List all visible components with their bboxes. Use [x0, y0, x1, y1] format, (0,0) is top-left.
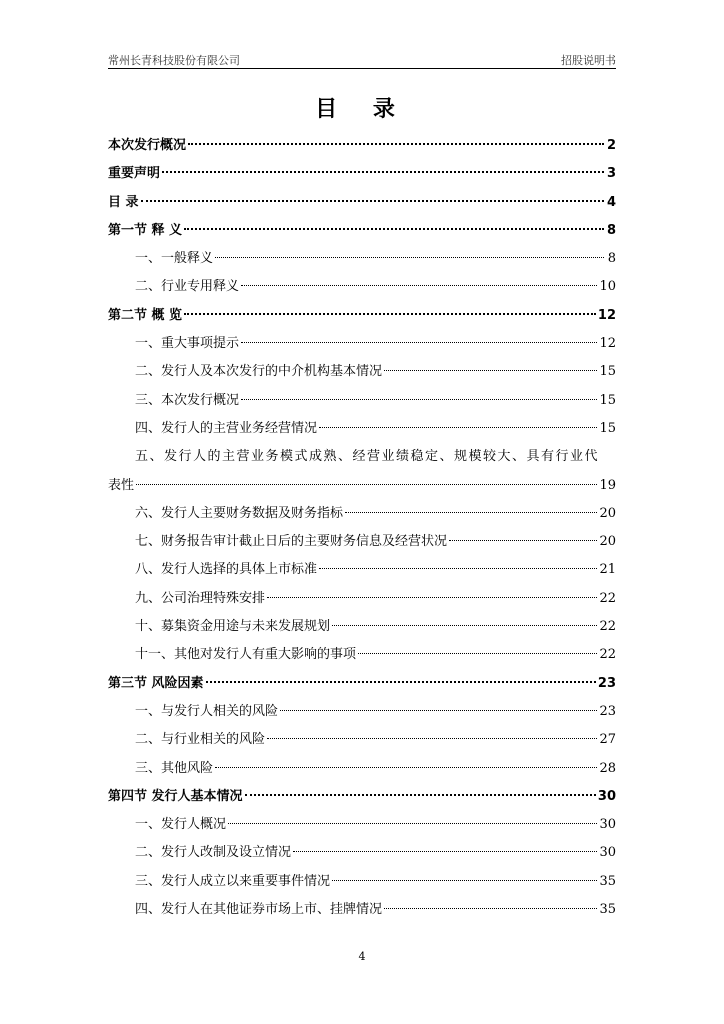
- toc-entry[interactable]: [108, 443, 616, 471]
- toc-leader-dots: [449, 540, 597, 541]
- toc-leader-dots: [245, 794, 596, 796]
- toc-entry[interactable]: [108, 245, 616, 273]
- toc-entry[interactable]: [108, 585, 616, 613]
- toc-entry-label: 十一、其他对发行人有重大影响的事项: [135, 647, 357, 663]
- toc-leader-dots: [280, 710, 597, 711]
- toc-leader-dots: [345, 512, 597, 513]
- toc-page-number: 23: [599, 703, 616, 719]
- toc-entry-label: 一、重大事项提示: [135, 336, 240, 352]
- toc-entry-label: 九、公司治理特殊安排: [135, 590, 266, 606]
- toc-page-number: 30: [597, 788, 616, 804]
- toc-leader-dots: [319, 568, 597, 569]
- toc-entry[interactable]: [108, 613, 616, 641]
- toc-page-number: 19: [599, 477, 616, 493]
- toc-entry-label: 十、募集资金用途与未来发展规划: [135, 619, 331, 635]
- toc-leader-dots: [332, 625, 597, 626]
- page-title: 目 录: [315, 97, 409, 122]
- toc-section-entry[interactable]: [108, 189, 616, 217]
- toc-entry-label: 表性: [108, 477, 135, 493]
- toc-page-number: 35: [599, 873, 616, 889]
- toc-leader-dots: [215, 767, 597, 768]
- toc-entry[interactable]: [108, 556, 616, 584]
- toc-leader-dots: [293, 851, 597, 852]
- toc-entry[interactable]: [108, 415, 616, 443]
- toc-leader-dots: [206, 681, 596, 683]
- toc-leader-dots: [215, 257, 604, 258]
- toc-entry[interactable]: [108, 811, 616, 839]
- toc-page-number: 23: [597, 675, 616, 691]
- toc-entry-label: 一、发行人概况: [135, 817, 227, 833]
- toc-page-number: 28: [599, 760, 616, 776]
- toc-leader-dots: [184, 228, 604, 230]
- toc-entry-label: 第四节 发行人基本情况: [108, 788, 243, 804]
- toc-leader-dots: [241, 285, 597, 286]
- toc-entry[interactable]: [108, 500, 616, 528]
- toc-leader-dots: [319, 427, 597, 428]
- toc-section-entry[interactable]: [108, 302, 616, 330]
- toc-entry-label: 一、与发行人相关的风险: [135, 703, 279, 719]
- toc-entry[interactable]: [108, 387, 616, 415]
- toc-leader-dots: [184, 313, 596, 315]
- toc-section-entry[interactable]: [108, 217, 616, 245]
- toc-entry[interactable]: [108, 698, 616, 726]
- toc-page-number: 12: [597, 307, 616, 323]
- toc-page-number: 2: [606, 138, 616, 153]
- toc-leader-dots: [267, 597, 597, 598]
- toc-entry-label: 六、发行人主要财务数据及财务指标: [135, 505, 344, 521]
- toc-section-entry[interactable]: [108, 132, 616, 160]
- toc-page-number: 30: [599, 817, 616, 833]
- toc-entry[interactable]: [108, 641, 616, 669]
- toc-page-number: 15: [599, 420, 616, 436]
- toc-leader-dots: [384, 908, 597, 909]
- toc-leader-dots: [162, 171, 604, 173]
- toc-entry[interactable]: [108, 472, 616, 500]
- toc-entry-label: 五、发行人的主营业务模式成熟、经营业绩稳定、规模较大、具有行业代: [135, 449, 600, 465]
- toc-section-entry[interactable]: [108, 670, 616, 698]
- toc-entry-label: 重要声明: [108, 166, 161, 182]
- toc-page-number: 22: [599, 590, 616, 606]
- toc-page-number: 15: [599, 392, 616, 408]
- toc-entry-label: 二、与行业相关的风险: [135, 732, 266, 748]
- toc-leader-dots: [141, 200, 604, 202]
- toc-leader-dots: [241, 342, 597, 343]
- toc-page-number: 35: [599, 902, 616, 918]
- toc-entry[interactable]: [108, 755, 616, 783]
- toc-page-number: 4: [606, 194, 616, 210]
- toc-leader-dots: [332, 880, 597, 881]
- toc-entry-label: 七、财务报告审计截止日后的主要财务信息及经营状况: [135, 534, 448, 550]
- toc-leader-dots: [384, 370, 597, 371]
- toc-entry[interactable]: [108, 330, 616, 358]
- toc-leader-dots: [136, 484, 597, 485]
- toc-entry-label: 三、其他风险: [135, 760, 214, 776]
- toc-page-number: 22: [599, 647, 616, 663]
- toc-page-number: 8: [607, 251, 616, 267]
- toc-entry[interactable]: [108, 726, 616, 754]
- toc-leader-dots: [358, 653, 597, 654]
- toc-entry-label: 第三节 风险因素: [108, 675, 204, 691]
- toc-entry[interactable]: [108, 839, 616, 867]
- header-divider: [108, 68, 616, 69]
- toc-entry-label: 一、一般释义: [135, 251, 214, 267]
- toc-entry-label: 二、发行人及本次发行的中介机构基本情况: [135, 364, 383, 380]
- toc-leader-dots: [188, 143, 604, 145]
- toc-page-number: 22: [599, 619, 616, 635]
- toc-page-number: 10: [599, 279, 616, 295]
- toc-entry[interactable]: [108, 273, 616, 301]
- toc-page-number: 21: [599, 562, 616, 578]
- toc-entry[interactable]: [108, 358, 616, 386]
- toc-section-entry[interactable]: [108, 783, 616, 811]
- toc-entry-label: 四、发行人在其他证券市场上市、挂牌情况: [135, 902, 383, 918]
- toc-page-number: 27: [599, 732, 616, 748]
- toc-page-number: 3: [606, 166, 616, 182]
- table-of-contents: [108, 132, 616, 924]
- toc-leader-dots: [228, 823, 597, 824]
- toc-entry-label: 本次发行概况: [108, 138, 187, 153]
- toc-entry-label: 三、本次发行概况: [135, 392, 240, 408]
- toc-page-number: 15: [599, 364, 616, 380]
- toc-entry[interactable]: [108, 868, 616, 896]
- toc-entry-label: 二、行业专用释义: [135, 279, 240, 295]
- toc-entry-label: 三、发行人成立以来重要事件情况: [135, 873, 331, 889]
- company-name: 常州长青科技股份有限公司: [108, 54, 240, 67]
- toc-entry-label: 第一节 释 义: [108, 222, 183, 238]
- toc-entry-label: 第二节 概 览: [108, 307, 183, 323]
- toc-entry-label: 目 录: [108, 194, 139, 210]
- document-type: 招股说明书: [561, 54, 616, 67]
- toc-entry-label: 四、发行人的主营业务经营情况: [135, 420, 318, 436]
- toc-entry-label: 二、发行人改制及设立情况: [135, 845, 292, 861]
- toc-entry[interactable]: [108, 896, 616, 924]
- toc-section-entry[interactable]: [108, 160, 616, 188]
- toc-entry-label: 八、发行人选择的具体上市标准: [135, 562, 318, 578]
- toc-page-number: 12: [599, 336, 616, 352]
- page-header: [108, 48, 616, 68]
- toc-page-number: 30: [599, 845, 616, 861]
- toc-page-number: 20: [599, 534, 616, 550]
- toc-page-number: 8: [606, 222, 616, 238]
- toc-leader-dots: [267, 738, 597, 739]
- toc-leader-dots: [241, 399, 597, 400]
- page-number: 4: [358, 950, 366, 963]
- toc-entry[interactable]: [108, 528, 616, 556]
- toc-page-number: 20: [599, 505, 616, 521]
